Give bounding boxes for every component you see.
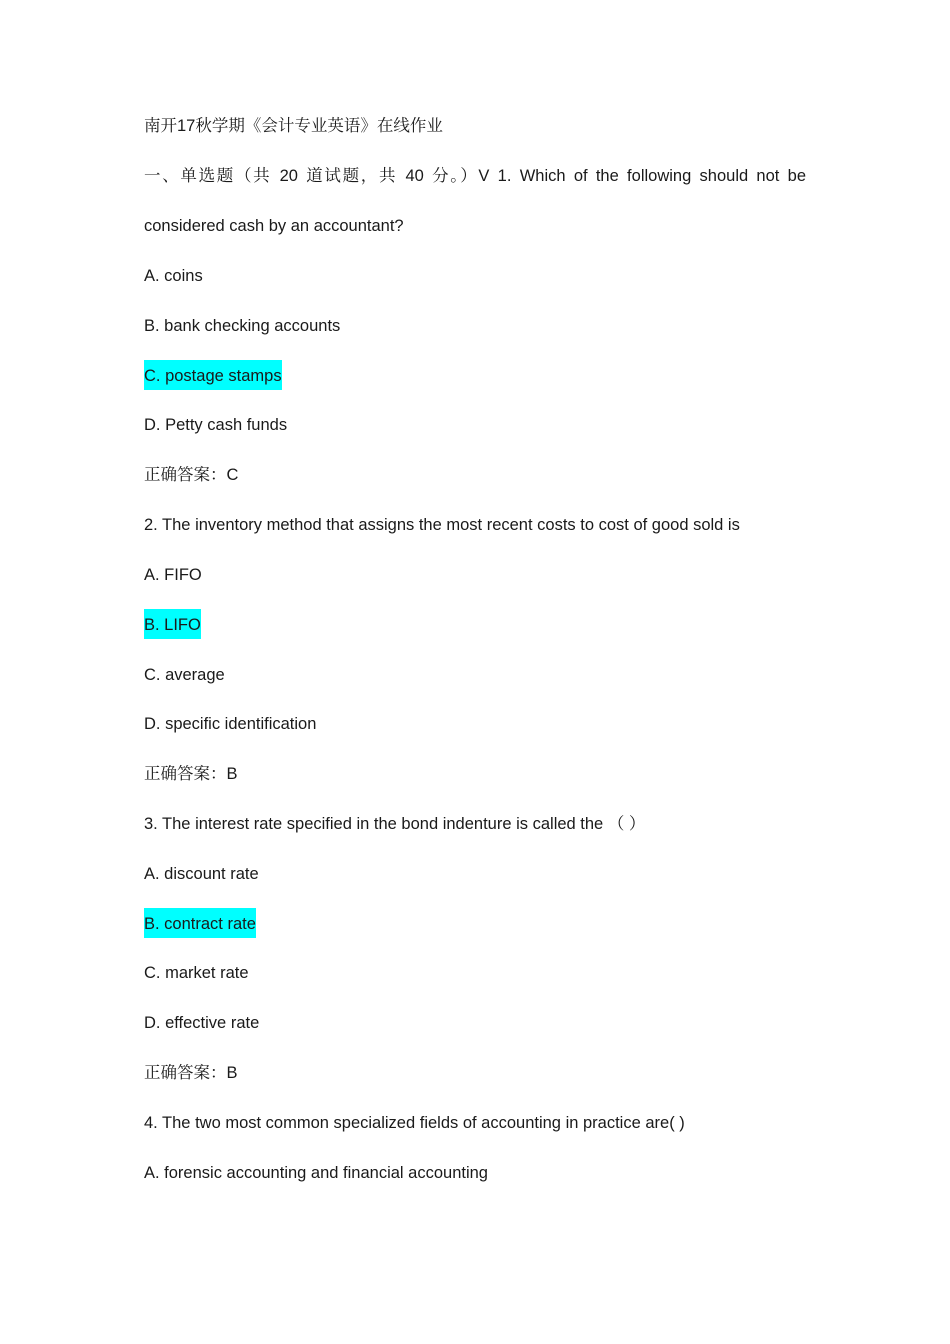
q2-option-d: D. specific identification <box>144 715 317 733</box>
highlight-mark: C. postage stamps <box>144 360 282 390</box>
q1-option-d: D. Petty cash funds <box>144 416 288 434</box>
question-3-text: 3. The interest rate specified in the bond indenture is called the （ ） <box>144 815 646 833</box>
q2-option-c: C. average <box>144 666 225 684</box>
q3-option-a: A. discount rate <box>144 865 259 883</box>
doc-title: 南开17秋学期《会计专业英语》在线作业 <box>144 117 443 135</box>
q1-option-c-highlighted <box>144 365 282 387</box>
section-header: 一、单选题（共 20 道试题，共 40 分。）V 1. Which of the following should not be <box>144 167 806 185</box>
q3-answer: 正确答案：B <box>144 1064 238 1082</box>
question-1-text-cont: considered cash by an accountant? <box>144 217 404 235</box>
q4-option-a: A. forensic accounting and financial accounting <box>144 1164 488 1182</box>
q3-option-d: D. effective rate <box>144 1014 260 1032</box>
q2-answer: 正确答案：B <box>144 765 238 783</box>
q2-option-a: A. FIFO <box>144 566 202 584</box>
highlight-mark: B. LIFO <box>144 609 201 639</box>
q3-option-c: C. market rate <box>144 964 249 982</box>
question-2-text: 2. The inventory method that assigns the most recent costs to cost of good sold is <box>144 516 740 534</box>
q3-option-b-highlighted <box>144 913 256 935</box>
q1-option-b: B. bank checking accounts <box>144 317 341 335</box>
q1-answer: 正确答案：C <box>144 466 239 484</box>
q2-option-b-highlighted <box>144 614 201 636</box>
q1-option-a: A. coins <box>144 267 203 285</box>
question-4-text: 4. The two most common specialized fields of accounting in practice are( ) <box>144 1114 685 1132</box>
highlight-mark: B. contract rate <box>144 908 256 938</box>
